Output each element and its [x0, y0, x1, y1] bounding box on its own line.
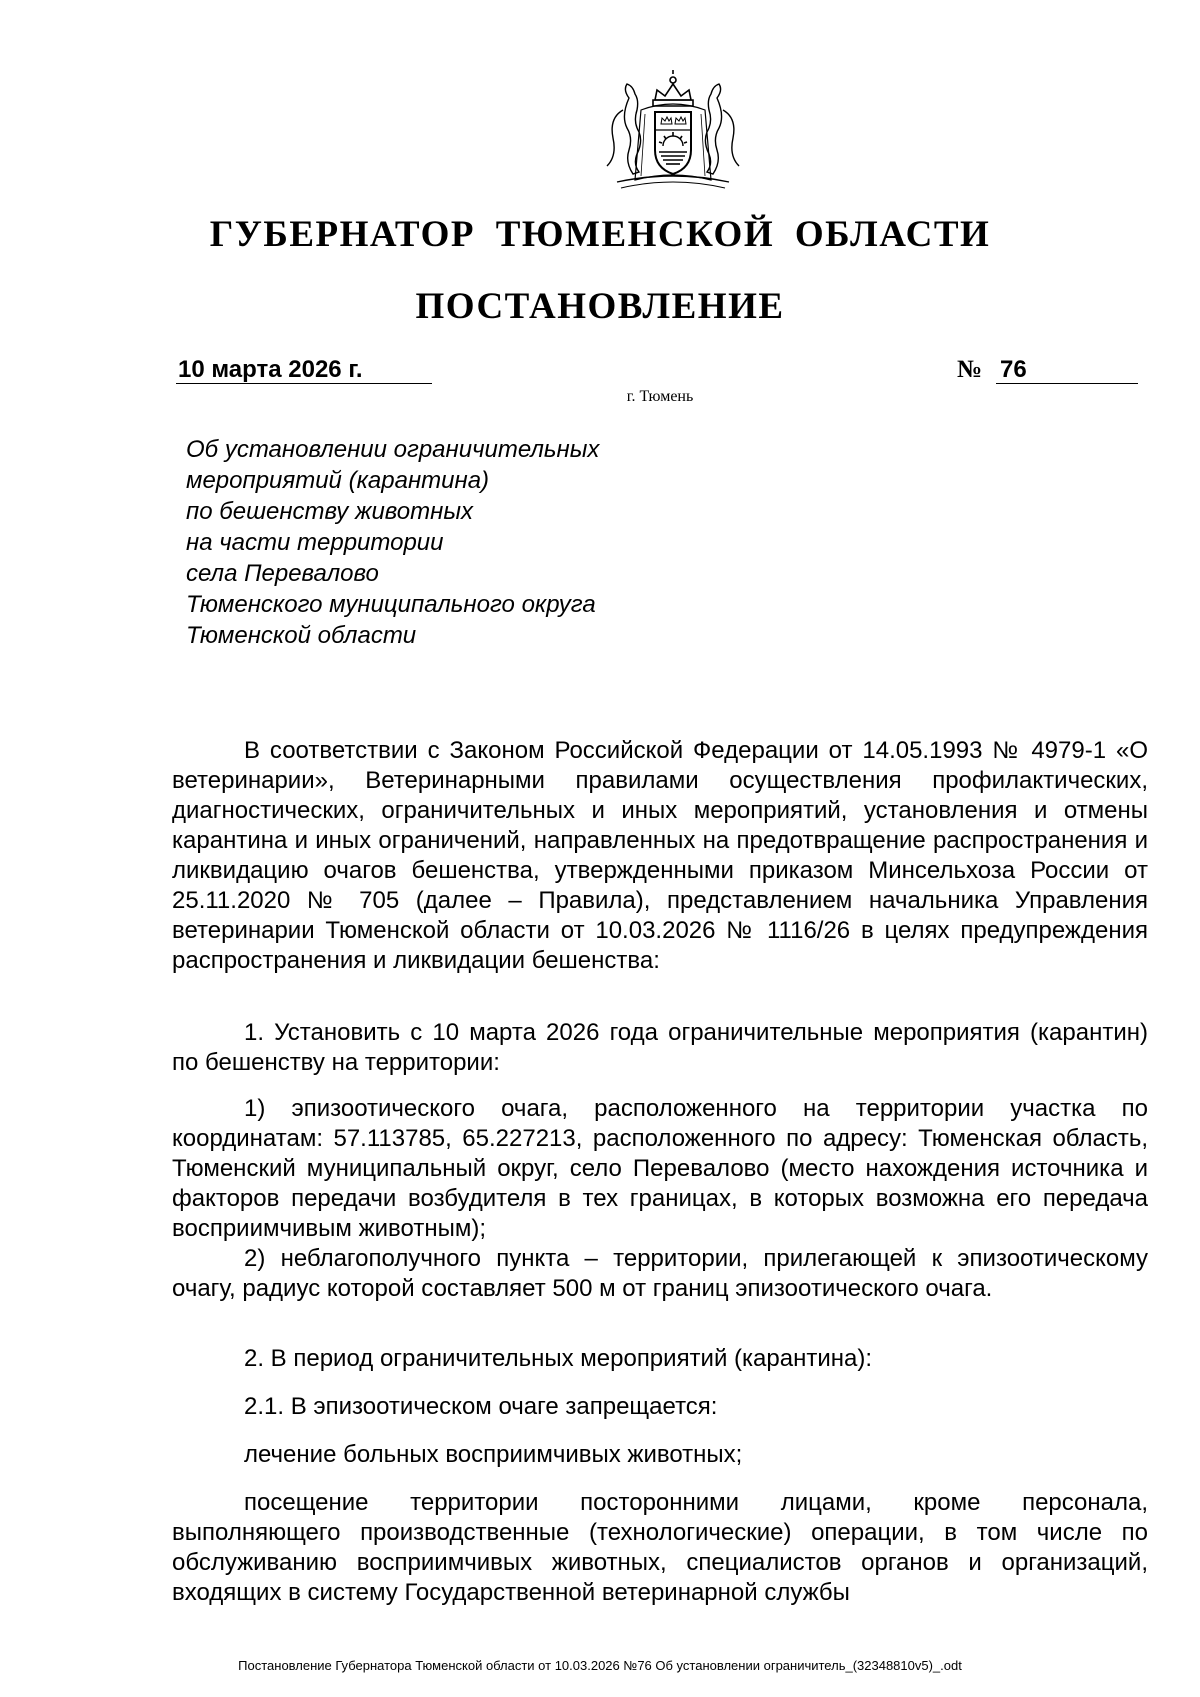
subject-line: по бешенству животных	[186, 498, 474, 525]
document-number: 76	[1000, 356, 1027, 383]
document-subject	[186, 434, 599, 651]
coat-of-arms-emblem	[593, 70, 753, 196]
body-item-2-1-a: лечение больных восприимчивых животных;	[244, 1441, 743, 1468]
number-underline	[996, 383, 1138, 384]
subject-line: Тюменской области	[186, 622, 417, 649]
body-item-1: 1. Установить с 10 марта 2026 года ограничительные мероприятия (карантин) по бешенству на территории:	[172, 1019, 1148, 1076]
organization-title: ГУБЕРНАТОР ТЮМЕНСКОЙ ОБЛАСТИ	[209, 214, 991, 255]
subject-line: села Перевалово	[186, 560, 379, 587]
date-underline	[176, 383, 432, 384]
document-city: г. Тюмень	[626, 388, 694, 405]
body-item-1-2: 2) неблагополучного пункта – территории, прилегающей к эпизоотическому очагу, радиус которой составляет 500 м от границ эпизоотического очага.	[172, 1245, 1148, 1302]
body-item-2-1: 2.1. В эпизоотическом очаге запрещается:	[244, 1393, 718, 1420]
document-type-title: ПОСТАНОВЛЕНИЕ	[415, 286, 785, 327]
body-item-2: 2. В период ограничительных мероприятий (карантина):	[244, 1345, 873, 1372]
subject-line: Об установлении ограничительных	[186, 436, 600, 463]
subject-line: мероприятий (карантина)	[186, 467, 490, 494]
tyumen-region-coat-of-arms-icon	[593, 70, 753, 196]
body-preamble: В соответствии с Законом Российской Федерации от 14.05.1993 № 4979-1 «О ветеринарии», Ветеринарными правилами осуществления профилактических, диагностических, ограничительных и иных мероприятий, установления и отмены карантина и иных ограничений, направленных на предотвращение распространения и ликвидацию очагов бешенства, утвержденными приказом Минсельхоза России от 25.11.2020 № 705 (далее – Правила), представлением начальника Управления ветеринарии Тюменской области от 10.03.2026 № 1116/26 в целях предупреждения распространения и ликвидации бешенства:	[172, 737, 1148, 974]
body-item-1-1: 1) эпизоотического очага, расположенного на территории участка по координатам: 57.113785, 65.227213, расположенного по адресу: Тюменская область, Тюменский муниципальный округ, село Перевалово (место нахождения источника и факторов передачи возбудителя в тех границах, в которых возможна его передача восприимчивым животным);	[172, 1095, 1148, 1242]
footer-filename: Постановление Губернатора Тюменской области от 10.03.2026 №76 Об установлении ограничитель_(32348810v5)_.odt	[238, 1658, 962, 1673]
subject-line: на части территории	[186, 529, 444, 556]
document-date: 10 марта 2026 г.	[178, 356, 363, 383]
number-sign: №	[957, 356, 983, 383]
subject-line: Тюменского муниципального округа	[186, 591, 596, 618]
body-item-2-1-b: посещение территории посторонними лицами, кроме персонала, выполняющего производственные (технологические) операции, в том числе по обслуживанию восприимчивых животных, специалистов органов и организаций, входящих в систему Государственной ветеринарной службы	[172, 1489, 1148, 1606]
